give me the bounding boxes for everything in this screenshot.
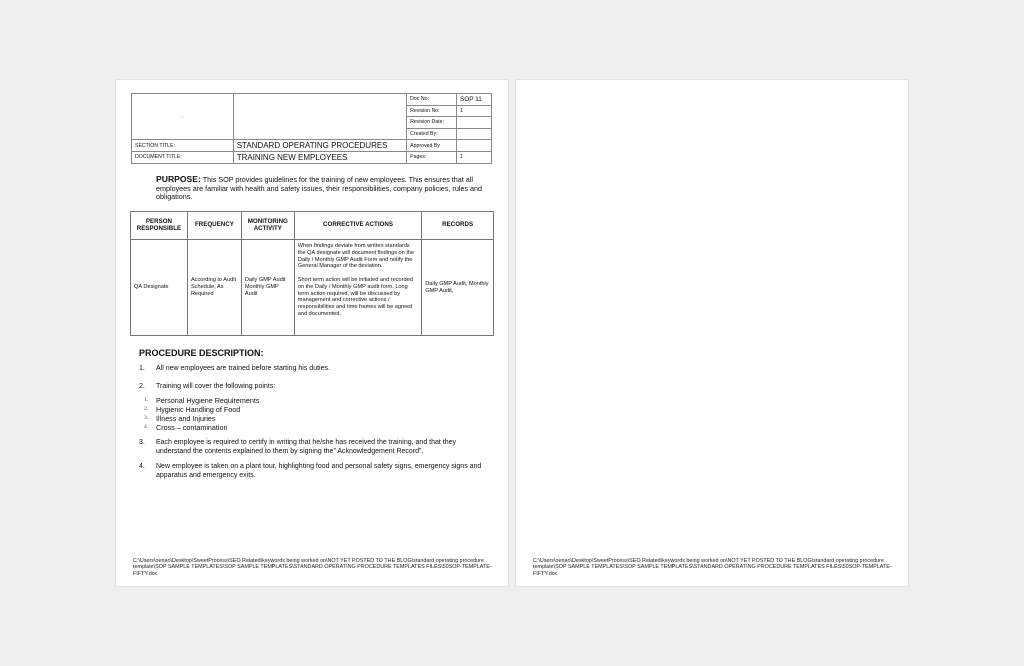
field-label: Revision Date: [407, 117, 457, 129]
list-item [144, 405, 259, 414]
step-number: 3. [139, 439, 145, 446]
field-value-created-by [457, 128, 492, 140]
list-item [144, 414, 259, 423]
document-title-label: DOCUMENT TITLE: [132, 151, 234, 163]
step-number: 1. [139, 365, 145, 372]
list-text: Personal Hygiene Requirements [156, 396, 260, 405]
procedure-title: PROCEDURE DESCRIPTION: [139, 348, 264, 358]
header-table [131, 93, 492, 164]
field-label: Approved By [407, 140, 457, 152]
column-header: MONITORING ACTIVITY [241, 212, 294, 240]
list-text: Illness and Injuries [156, 414, 216, 423]
document-page-1 [116, 80, 508, 586]
section-title-label: SECTION TITLE: [132, 140, 234, 152]
column-header: FREQUENCY [187, 212, 241, 240]
corrective-actions-cell [294, 240, 421, 336]
step-text: Each employee is required to certify in writing that he/she has received the training, and that they understand the contents explained to them by signing the” Acknowledgement Record”. [156, 439, 457, 455]
person-cell: QA Designate [131, 240, 188, 336]
corrective-action-text: When findings deviate from written standards the QA designate will document findings on the Daily / Monthly GMP Audit Form and notify the General Manager of the deviation. [297, 243, 415, 270]
procedure-step [139, 438, 489, 456]
step-text: All new employees are trained before starting his duties. [156, 365, 330, 372]
field-value-revision-date [457, 117, 492, 129]
table-header-row [131, 212, 494, 240]
list-number: 2. [144, 406, 149, 412]
list-item [144, 423, 259, 432]
list-number: 4. [144, 424, 149, 430]
step-number: 4. [139, 463, 145, 470]
procedure-step [139, 462, 489, 480]
list-text: Hygienic Handling of Food [156, 405, 241, 414]
header-blank-cell [233, 94, 406, 140]
field-value-approved-by [457, 140, 492, 152]
table-row [131, 240, 494, 336]
logo-cell: - [132, 94, 234, 140]
records-cell: Daily GMP Audit, Monthly GMP Audit, [422, 240, 494, 336]
purpose-paragraph [156, 175, 488, 202]
procedure-step [139, 382, 489, 391]
document-page-2 [516, 80, 908, 586]
procedure-step [139, 364, 489, 373]
monitoring-table [130, 211, 494, 336]
list-number: 3. [144, 415, 149, 421]
training-points-list [144, 396, 259, 432]
purpose-text: This SOP provides guidelines for the training of new employees. This ensures that all employees are familiar with health and safety issues, their responsibilities, company policies, rules and obligations. [156, 175, 482, 202]
activity-cell: Daily GMP Audit Monthly GMP Audit [241, 240, 294, 336]
list-text: Cross – contamination [156, 423, 228, 432]
column-header: PERSON RESPONSIBLE [131, 212, 188, 240]
section-title: STANDARD OPERATING PROCEDURES [233, 140, 406, 152]
corrective-action-text: Short term action will be initiated and recorded on the Daily / Monthly GMP audit form. Long term action required, will be discussed by management and corrective actions / responsibilities and time frames will be agreed and documented. [297, 276, 413, 317]
step-number: 2. [139, 383, 145, 390]
list-number: 1. [144, 397, 149, 403]
field-value-doc-no: SOP 11 [457, 94, 492, 106]
field-label: Created By: [407, 128, 457, 140]
field-label: Revision No: [407, 105, 457, 117]
step-text: Training will cover the following points: [156, 383, 276, 390]
step-text: New employee is taken on a plant tour, highlighting food and personal safety signs, emergency signs and apparatus and emergency exits. [156, 463, 482, 479]
frequency-cell: According to Audit Schedule, As Required [187, 240, 241, 336]
purpose-label: PURPOSE: [156, 174, 201, 184]
footer-file-path: C:\Users\oenao\Desktop\SweetProcess\SEO Related\keywords being worked on\NOT YET POSTED TO THE BLOG\standard operating procedure template\SOP SAMPLE TEMPLATES\SOP SAMPLE TEMPLATES\STANDARD OPERATING PROCEDURE TEMPLATES FILES\50SOP-TEMPLATE-FIFTY.doc [133, 558, 492, 577]
field-value-revision-no: 1 [457, 105, 492, 117]
column-header: CORRECTIVE ACTIONS [294, 212, 421, 240]
field-label: Pages: [407, 151, 457, 163]
column-header: RECORDS [422, 212, 494, 240]
footer-file-path: C:\Users\oenao\Desktop\SweetProcess\SEO Related\keywords being worked on\NOT YET POSTED TO THE BLOG\standard operating procedure template\SOP SAMPLE TEMPLATES\SOP SAMPLE TEMPLATES\STANDARD OPERATING PROCEDURE TEMPLATES FILES\50SOP-TEMPLATE-FIFTY.doc [533, 558, 892, 577]
field-label: Doc No: [407, 94, 457, 106]
document-title: TRAINING NEW EMPLOYEES [233, 151, 406, 163]
list-item [144, 396, 259, 405]
field-value-pages: 1 [457, 151, 492, 163]
